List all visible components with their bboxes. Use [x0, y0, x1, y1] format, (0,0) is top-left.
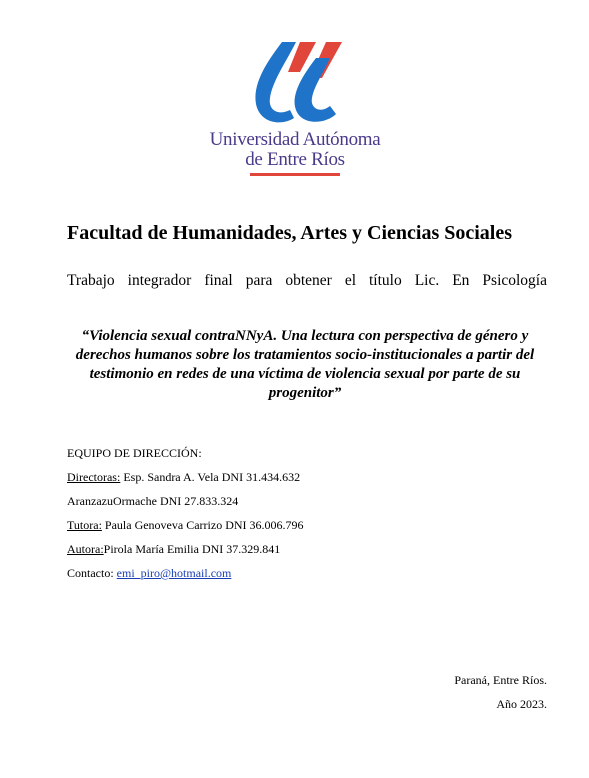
email-link[interactable]: emi_piro@hotmail.com — [116, 566, 232, 580]
year-line: Año 2023. — [496, 697, 547, 711]
directora-row — [67, 469, 487, 493]
degree-line: Trabajo integrador final para obtener el título Lic. En Psicología — [67, 272, 547, 289]
logo-underline — [250, 173, 340, 176]
direction-team — [67, 445, 487, 589]
uader-logo-icon — [230, 38, 350, 128]
faculty-heading: Facultad de Humanidades, Artes y Ciencias Sociales — [67, 222, 513, 244]
logo-text-line2: de Entre Ríos — [245, 149, 345, 170]
logo-text-line1: Universidad Autónoma — [209, 129, 381, 150]
city-line: Paraná, Entre Ríos. — [454, 673, 547, 687]
contacto-label: Contacto: — [67, 566, 117, 580]
autora-row — [67, 541, 487, 565]
autora-name: Pirola María Emilia DNI 37.329.841 — [103, 542, 281, 556]
university-logo — [205, 38, 385, 180]
thesis-title: “Violencia sexual contraNNyA. Una lectura con perspectiva de género y derechos humanos sobre los tratamientos socio-institucionales a partir del testimonio en redes de una víctima de violencia sexual por parte de su progenitor” — [75, 328, 535, 401]
directoras-label: Directoras: — [67, 470, 121, 484]
tutora-label: Tutora: — [67, 518, 102, 532]
place-date — [454, 668, 547, 716]
autora-label: Autora: — [67, 542, 104, 556]
directora-1: Esp. Sandra A. Vela DNI 31.434.632 — [120, 470, 301, 484]
team-heading: EQUIPO DE DIRECCIÓN: — [67, 446, 202, 460]
tutora-row — [67, 517, 487, 541]
contacto-row — [67, 565, 487, 589]
directora-2: AranzazuOrmache DNI 27.833.324 — [67, 494, 239, 508]
tutora-name: Paula Genoveva Carrizo DNI 36.006.796 — [101, 518, 304, 532]
